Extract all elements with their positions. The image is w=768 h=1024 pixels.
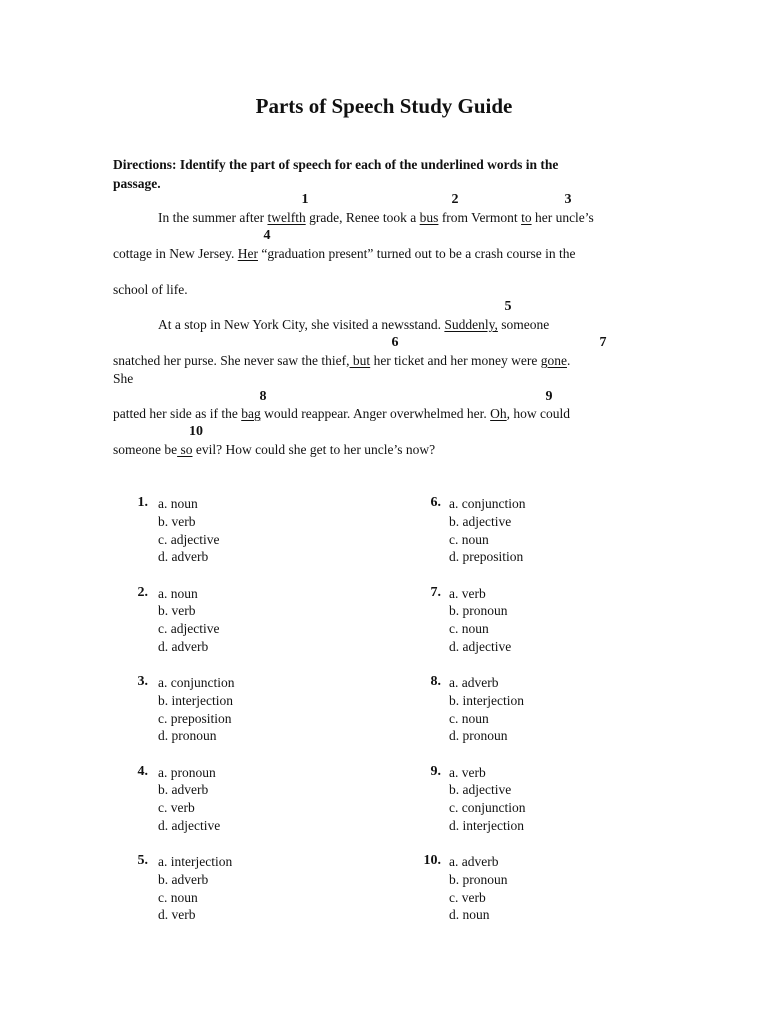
- answer-option: b. adjective: [449, 513, 512, 529]
- answer-option: c. noun: [449, 531, 489, 547]
- marker-5: 5: [504, 299, 512, 314]
- answer-option: b. adverb: [158, 871, 209, 887]
- answer-option: d. interjection: [449, 817, 524, 833]
- underlined-word-7: gone: [540, 353, 567, 368]
- answer-option: d. pronoun: [158, 728, 217, 744]
- answer-option: b. verb: [158, 513, 196, 529]
- marker-2: 2: [451, 192, 459, 207]
- question-number: 3.: [137, 674, 148, 689]
- answer-option: a. verb: [449, 764, 486, 780]
- passage-line-4: At a stop in New York City, she visited a newsstand. Suddenly, someone: [158, 317, 550, 332]
- answer-option: d. adverb: [158, 549, 209, 565]
- question-number: 10.: [423, 853, 441, 868]
- directions-line-1: Directions: Identify the part of speech for each of the underlined words in the: [113, 157, 559, 172]
- passage-line-3: school of life.: [113, 282, 188, 297]
- question-number: 4.: [137, 763, 148, 779]
- question-number: 9.: [430, 763, 441, 779]
- marker-3: 3: [564, 192, 572, 207]
- passage-line-6: patted her side as if the bag would reappear. Anger overwhelmed her. Oh, how could: [113, 406, 571, 421]
- underlined-word-10: so: [177, 442, 193, 457]
- question-number: 7.: [430, 584, 441, 600]
- underlined-word-5: Suddenly,: [444, 317, 498, 332]
- answer-option: a. noun: [158, 585, 198, 601]
- answer-option: a. adverb: [449, 675, 499, 690]
- passage-line-7: someone be so evil? How could she get to her uncle’s now?: [113, 442, 436, 457]
- answer-option: b. interjection: [158, 692, 233, 708]
- passage-line-5: snatched her purse. She never saw the thief, but her ticket and her money were gone.: [113, 353, 571, 368]
- answer-option: c. adjective: [158, 621, 220, 637]
- answer-option: a. verb: [449, 585, 486, 601]
- underlined-word-1: twelfth: [267, 210, 306, 225]
- answer-option: b. interjection: [449, 692, 524, 708]
- answer-option: b. pronoun: [449, 871, 508, 887]
- directions-line-2: passage.: [113, 176, 161, 191]
- answer-option: b. adverb: [158, 782, 209, 798]
- answer-option: a. conjunction: [449, 496, 526, 511]
- answer-option: c. verb: [158, 800, 195, 816]
- answer-option: d. adjective: [449, 638, 512, 654]
- answer-option: d. preposition: [449, 549, 524, 565]
- answer-option: d. pronoun: [449, 728, 508, 744]
- marker-10: 10: [189, 424, 203, 439]
- question-number: 5.: [137, 853, 148, 868]
- answer-option: d. noun: [449, 907, 490, 923]
- answer-option: a. pronoun: [158, 764, 216, 780]
- marker-9: 9: [545, 389, 553, 404]
- answer-option: a. adverb: [449, 854, 499, 869]
- marker-1: 1: [301, 192, 309, 207]
- marker-8: 8: [259, 389, 267, 404]
- answer-option: c. noun: [449, 710, 489, 726]
- answer-option: a. conjunction: [158, 675, 235, 690]
- answer-option: a. interjection: [158, 854, 233, 869]
- question-number: 1.: [137, 495, 148, 510]
- question-number: 6.: [430, 495, 441, 510]
- question-number: 8.: [430, 674, 441, 689]
- answer-option: c. verb: [449, 889, 486, 905]
- underlined-word-4: Her: [237, 246, 258, 261]
- answer-option: c. conjunction: [449, 800, 526, 816]
- underlined-word-2: bus: [419, 210, 439, 225]
- passage-line-1: In the summer after twelfth grade, Renee took a bus from Vermont to her uncle’s: [158, 210, 594, 225]
- marker-4: 4: [263, 228, 271, 243]
- answer-option: c. adjective: [158, 531, 220, 547]
- underlined-word-8: bag: [241, 406, 261, 421]
- answer-option: a. noun: [158, 496, 198, 511]
- question-number: 2.: [137, 584, 148, 600]
- answer-option: c. noun: [449, 621, 489, 637]
- answer-option: d. verb: [158, 907, 196, 923]
- answer-option: b. pronoun: [449, 603, 508, 619]
- answer-option: d. adverb: [158, 638, 209, 654]
- underlined-word-9: Oh: [490, 406, 507, 421]
- page-title: Parts of Speech Study Guide: [255, 94, 513, 118]
- answer-option: d. adjective: [158, 817, 221, 833]
- answer-option: c. noun: [158, 889, 198, 905]
- marker-6: 6: [391, 335, 399, 350]
- underlined-word-6: but: [349, 353, 371, 368]
- answer-option: c. preposition: [158, 710, 232, 726]
- answer-option: b. adjective: [449, 782, 512, 798]
- passage-line-2: cottage in New Jersey. Her “graduation present” turned out to be a crash course in the: [113, 246, 576, 261]
- underlined-word-3: to: [521, 210, 532, 225]
- answer-option: b. verb: [158, 603, 196, 619]
- marker-7: 7: [599, 335, 607, 350]
- passage-line-5b: She: [113, 371, 134, 386]
